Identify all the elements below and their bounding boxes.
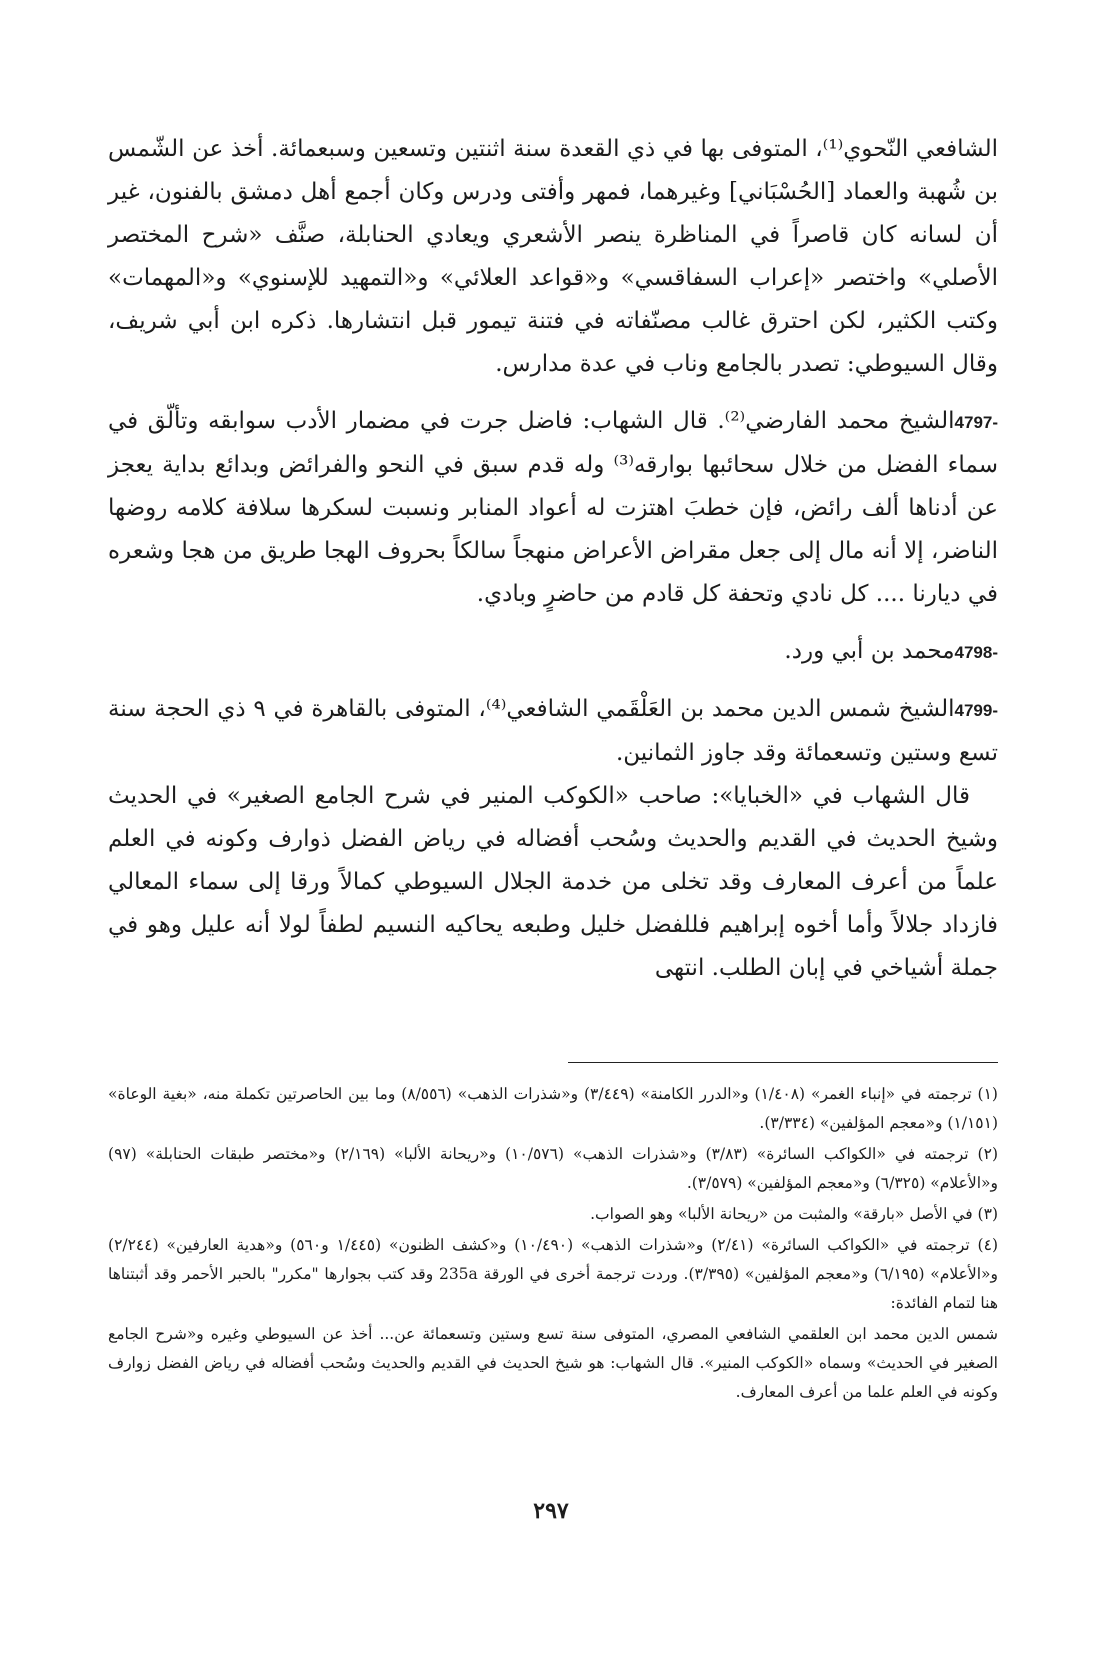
entry-4799 [108,688,998,775]
paragraph-continuation: الشافعي النّحوي⁽¹⁾، المتوفى بها في ذي القعدة سنة اثنتين وتسعين وسبعمائة. أخذ عن الشّمس بن شُهبة والعماد [الحُسْبَاني] وغيرهما، فمهر وأفتى ودرس وكان أجمع أهل دمشق بالفنون، غير أن لسانه كان قاصراً في المناظرة ينصر الأشعري ويعادي الحنابلة، صنَّف «شرح المختصر الأصلي» واختصر «إعراب السفاقسي» و«قواعد العلائي» و«التمهيد للإسنوي» و«المهمات» وكتب الكثير، لكن احترق غالب مصنّفاته في فتنة تيمور قبل انتشارها. ذكره ابن أبي شريف، وقال السيوطي: تصدر بالجامع وناب في عدة مدارس. [108,136,999,377]
entry-number: 4799- [954,701,998,720]
footnote-1: (١) ترجمته في «إنباء الغمر» (١/٤٠٨) و«الدرر الكامنة» (٣/٤٤٩) و«شذرات الذهب» (٨/٥٥٦) وما بين الحاصرتين تكملة منه، «بغية الوعاة» (١/١٥١) و«معجم المؤلفين» (٣/٣٣٤). [108,1085,998,1132]
main-text [108,128,998,990]
entry-number: 4798- [954,643,998,662]
footnote-4: (٤) ترجمته في «الكواكب السائرة» (٢/٤١) و«شذرات الذهب» (١٠/٤٩٠) و«كشف الظنون» (١/٤٤٥ و٥٦٠) و«هدية العارفين» (٢/٢٤٤) و«الأعلام» (٦/١٩٥) و«معجم المؤلفين» (٣/٣٩٥). وردت ترجمة أخرى في الورقة 235a وقد كتب بجوارها "مكرر" بالحبر الأحمر وقد أثبتناها هنا لتمام الفائدة: [108,1236,998,1312]
footnote-3: (٣) في الأصل «بارقة» والمثبت من «ريحانة الألبا» وهو الصواب. [590,1205,998,1223]
page-number: ٢٩٧ [533,1498,569,1524]
entry-text: محمد بن أبي ورد. [784,638,955,664]
entry-4797 [108,400,998,616]
footnote-2: (٢) ترجمته في «الكواكب السائرة» (٣/٨٣) و«شذرات الذهب» (١٠/٥٧٦) و«ريحانة الألبا» (٢/١٦٩) و«مختصر طبقات الحنابلة» (٩٧) و«الأعلام» (٦/٣٢٥) و«معجم المؤلفين» (٣/٥٧٩). [108,1145,998,1192]
entry-number: 4797- [954,413,999,432]
entry-text: الشيخ محمد الفارضي⁽²⁾. قال الشهاب: فاضل جرت في مضمار الأدب سوابقه وتألّق في سماء الفضل من خلال سحائبها بوارقه⁽³⁾ وله قدم سبق في النحو والفرائض وبدائع بداية يعجز عن أدناها ألف رائض، فإن خطبَ اهتزت له أعواد المنابر ونسبت لسكرها سلافة كلامه روضها الناضر، إلا أنه مال إلى جعل مقراض الأعراض منهجاً سالكاً بحروف الهجا طريق من هجا وشعره في ديارنا .... كل نادي وتحفة كل قادم من حاضرٍ وبادي. [108,408,998,607]
paragraph-quote: قال الشهاب في «الخبايا»: صاحب «الكوكب المنير في شرح الجامع الصغير» في الحديث وشيخ الحديث في القديم والحديث وسُحب أفضاله في رياض الفضل ذوارف وكونه في العلم علماً من أعرف المعارف وقد تخلى من خدمة الجلال السيوطي كمالاً ورقا إلى سماء المعالي فازداد جلالاً وأما أخوه إبراهيم فللفضل خليل وطبعه يحاكيه النسيم لطفاً لولا أنه عليل وهو في جملة أشياخي في إبان الطلب. انتهى [108,783,998,981]
footnote-4-continuation: شمس الدين محمد ابن العلقمي الشافعي المصري، المتوفى سنة تسع وستين وتسعمائة عن... أخذ عن السيوطي وغيره و«شرح الجامع الصغير في الحديث» وسماه «الكوكب المنير». قال الشهاب: هو شيخ الحديث في القديم والحديث وسُحب أفضاله في رياض الفضل زوارف وكونه في العلم علما من أعرف المعارف. [108,1325,998,1401]
footnotes [108,1080,998,1407]
entry-4798 [108,630,998,674]
entry-text: الشيخ شمس الدين محمد بن العَلْقَمي الشافعي⁽⁴⁾، المتوفى بالقاهرة في ٩ ذي الحجة سنة تسع وستين وتسعمائة وقد جاوز الثمانين. [108,696,998,766]
footnote-divider [568,1062,998,1063]
